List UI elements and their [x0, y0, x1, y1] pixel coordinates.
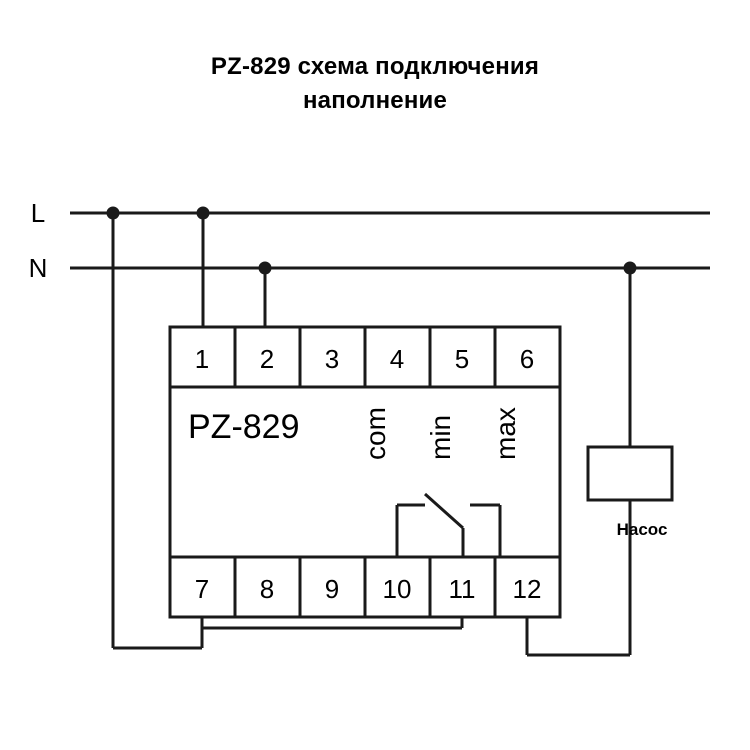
- terminal-1: 1: [194, 344, 210, 374]
- top-terminal-strip: [170, 327, 560, 387]
- pump-symbol: [588, 447, 672, 500]
- junction-dot-neutral-terminal2: [259, 262, 272, 275]
- pump-label: Насос: [616, 520, 668, 539]
- terminal-10: 10: [382, 574, 412, 604]
- terminal-7: 7: [194, 574, 210, 604]
- page-title-line-1: PZ-829 схема подключения: [210, 53, 540, 80]
- supply-lines: [70, 213, 710, 268]
- terminal-5: 5: [454, 344, 470, 374]
- junction-dot-neutral-pump: [624, 262, 637, 275]
- sensor-label-com: com: [360, 407, 391, 460]
- sensor-label-max: max: [490, 407, 521, 460]
- terminal-12: 12: [512, 574, 542, 604]
- terminal-4: 4: [389, 344, 405, 374]
- neutral-label: N: [28, 253, 48, 283]
- page-title-line-2: наполнение: [302, 87, 448, 114]
- device-model-label: PZ-829: [188, 408, 300, 446]
- sensor-label-min: min: [425, 414, 456, 460]
- phase-label: L: [30, 198, 46, 228]
- terminal-6: 6: [519, 344, 535, 374]
- terminal-2: 2: [259, 344, 275, 374]
- junction-dots: [107, 207, 637, 275]
- bottom-terminal-strip: [170, 557, 560, 617]
- junction-dot-phase-terminal1: [197, 207, 210, 220]
- terminal-9: 9: [324, 574, 340, 604]
- terminal-11: 11: [448, 574, 476, 604]
- terminal-8: 8: [259, 574, 275, 604]
- terminal-3: 3: [324, 344, 340, 374]
